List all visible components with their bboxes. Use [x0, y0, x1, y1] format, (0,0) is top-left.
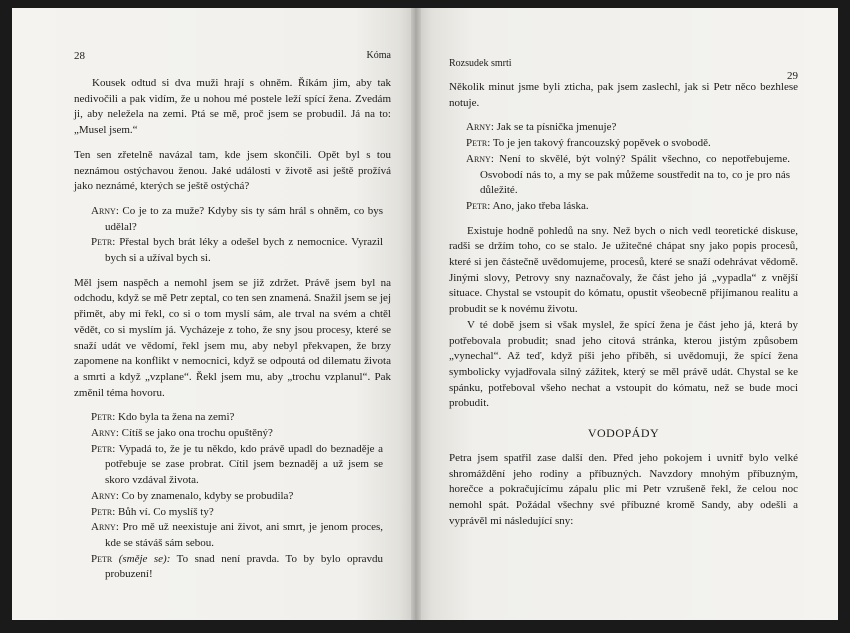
- dialogue-text: Vypadá to, že je tu někdo, kdo právě upadl do beznaděje a potřebuje se zase probrat. Cítil jsem beznaděj a už jsem se skoro vzdával života.: [105, 442, 383, 487]
- dialogue-line: [91, 520, 383, 551]
- dialogue-line: [91, 235, 383, 266]
- book-gutter: [411, 8, 421, 620]
- dialogue-line: [91, 442, 383, 489]
- speaker-label: Petr:: [91, 505, 116, 518]
- dialogue-line: [91, 426, 383, 442]
- stage-direction: (směje se):: [118, 552, 171, 565]
- dialogue-line: [466, 136, 790, 152]
- dialogue-text: Přestal bych brát léky a odešel bych z nemocnice. Vyrazil bych si a užíval bych si.: [105, 236, 383, 265]
- dialogue-line: [91, 552, 383, 583]
- speaker-label: Petr: [91, 552, 113, 565]
- right-page: [415, 8, 838, 620]
- dialogue-text: Jak se ta písnička jmenuje?: [496, 121, 617, 134]
- dialogue-text: Co je to za muže? Kdyby sis ty sám hrál s ohněm, co bys udělal?: [105, 204, 383, 233]
- paragraph: Měl jsem naspěch a nemohl jsem se již zdržet. Právě jsem byl na odchodu, když se mě Petr zeptal, co ten sen znamená. Snažil jsem se jej přimět, aby mi řekl, co si o tom myslí sám, ale trval na svém a chtěl vědět, co si myslím já. Vycházeje z toho, že sny jsou procesy, které se snaží udát ve vědomí, řekl jsem mu, aby nebyl překvapen, že brzy zapomene na konflikt v nemocnici, když se odpoutá od dilematu života a smrti a když „vzplane“. Řekl jsem mu, aby „trochu vzplanul“. Pak změnil téma hovoru.: [74, 276, 391, 399]
- paragraph: Existuje hodně pohledů na sny. Než bych o nich vedl teoretické diskuse, radši se držím toho, co se stalo. Je užitečné chápat sny jako popis procesů, které si jen částečně uvědomujeme, procesů, které se snaží odehrávat vědomě. Jinými slovy, Petrovy sny naznačovaly, že část jeho já „vypadla“ z vnější situace. Chystal se vstoupit do kómatu, opustit všeobecně přijímanou realitu a probudit se k novému životu.: [449, 224, 798, 316]
- paragraph: Petra jsem spatřil zase další den. Před jeho pokojem i uvnitř bylo velké shromáždění jeho rodiny a příbuzných. Navzdory mnohým příbuzným, horečce a pokračujícímu zápalu plic mi Petr vzrušeně řekl, že celou noc nemohl spát. Požádal všechny své příbuzné kromě Sandy, aby odešli a vyprávěl mi následující sny:: [449, 452, 798, 527]
- dialogue-line: [466, 199, 790, 215]
- right-page-body: [449, 80, 798, 530]
- speaker-label: Arny:: [466, 152, 494, 165]
- speaker-label: Petr:: [91, 236, 116, 249]
- dialogue-text: Cítíš se jako ona trochu opuštěný?: [121, 427, 273, 440]
- dialogue-text: Co by znamenalo, kdyby se probudila?: [121, 489, 294, 502]
- page-number: 28: [74, 50, 85, 62]
- paragraph: V té době jsem si však myslel, že spící žena je část jeho já, která by potřebovala probudit; snad jeho citová stránka, kterou jistým způsobem „vynechal“. Až teď, když píši jeho příběh, si uvědomuji, že spící žena symbolicky vyjadřovala silný zážitek, který se měl právě udát. Chystal se ke spánku, potřeboval všeho nechat a vstoupit do kómatu, než se bude moci probudit.: [449, 318, 798, 410]
- page-number: 29: [787, 70, 798, 82]
- dialogue-text: Kdo byla ta žena na zemi?: [118, 411, 235, 424]
- speaker-label: Petr:: [91, 442, 116, 455]
- dialogue-block: [74, 410, 391, 583]
- running-head: Rozsudek smrti: [449, 58, 512, 69]
- section-heading: VODOPÁDY: [587, 426, 660, 441]
- speaker-label: Petr:: [466, 137, 491, 150]
- dialogue-text: Pro mě už neexistuje ani život, ani smrt, je jenom proces, kde se stáváš sám sebou.: [105, 521, 383, 549]
- left-page-header: [74, 50, 391, 66]
- speaker-label: Arny:: [91, 521, 119, 534]
- dialogue-text: Bůh ví. Co myslíš ty?: [118, 505, 214, 518]
- dialogue-text: To snad není pravda. To by bylo opravdu probuzení!: [105, 552, 384, 581]
- dialogue-block: [74, 204, 391, 267]
- dialogue-line: [466, 120, 790, 136]
- speaker-label: Petr:: [91, 411, 116, 424]
- speaker-label: Arny:: [91, 204, 119, 217]
- dialogue-line: [91, 489, 383, 505]
- dialogue-text: To je jen takový francouzský popěvek o svobodě.: [492, 137, 711, 150]
- speaker-label: Petr:: [466, 199, 491, 212]
- dialogue-block: [449, 120, 798, 214]
- speaker-label: Arny:: [91, 489, 119, 502]
- paragraph: Několik minut jsme byli zticha, pak jsem zaslechl, jak si Petr něco bezhlese notuje.: [449, 81, 798, 109]
- dialogue-text: Není to skvělé, být volný? Spálit všechno, co nepotřebujeme. Osvobodí nás to, a my se pak můžeme soustředit na to, co je pro nás důležité.: [480, 152, 790, 197]
- dialogue-line: [91, 410, 383, 426]
- book-spread: [12, 8, 838, 620]
- left-page: [12, 8, 415, 620]
- dialogue-line: [91, 505, 383, 521]
- speaker-label: Arny:: [466, 121, 494, 134]
- dialogue-text: Ano, jako třeba láska.: [492, 199, 589, 212]
- dialogue-line: [91, 204, 383, 235]
- right-page-header: [449, 58, 798, 82]
- dialogue-line: [466, 152, 790, 199]
- paragraph: Ten sen zřetelně navázal tam, kde jsem skončili. Opět byl s tou neznámou ostýchavou ženou. Jaké události v životě asi ještě prožívá jako neznámé, kterých se ještě ostýchá?: [74, 148, 391, 193]
- paragraph: Kousek odtud si dva muži hrají s ohněm. Říkám jim, aby tak nedivočili a pak vidím, že u nohou mé postele leží spící žena. Zvedám ji, aby neležela na zemi. Ptá se mě, proč jsem se probudil. Já na to: „Musel jsem.“: [74, 77, 391, 137]
- running-head: Kóma: [366, 50, 391, 61]
- speaker-label: Arny:: [91, 427, 119, 440]
